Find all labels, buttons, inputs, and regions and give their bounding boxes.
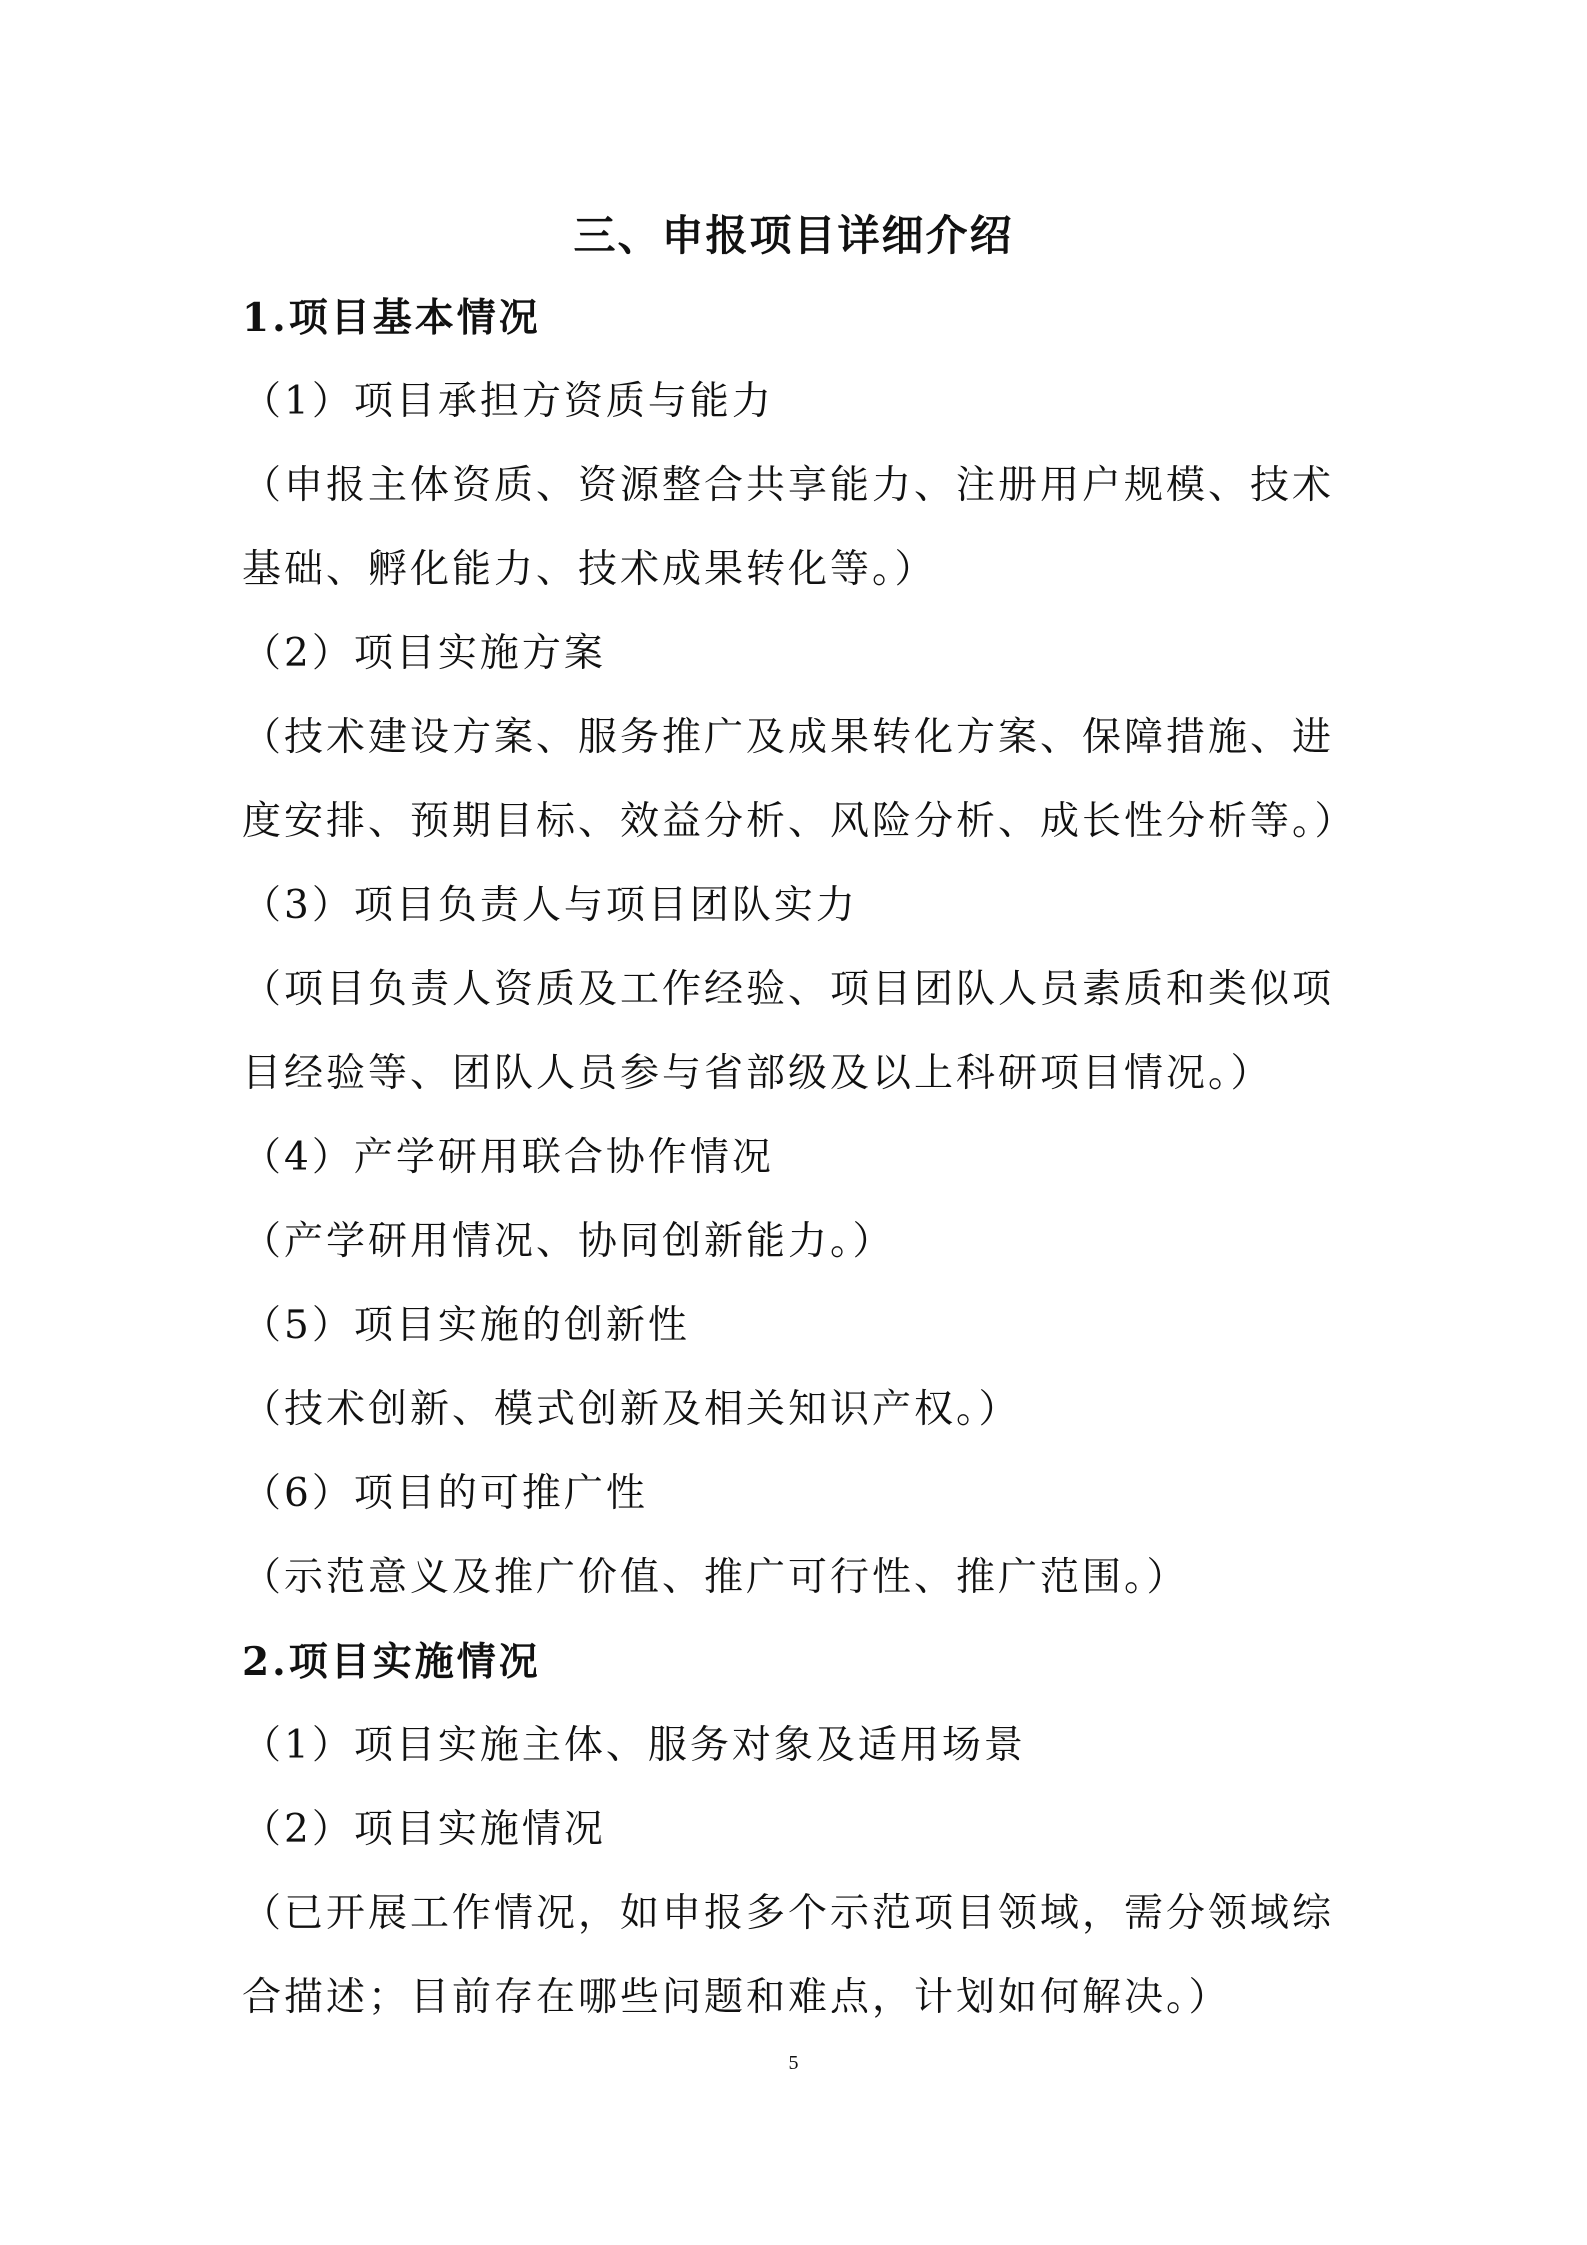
section-1-item-3-description-line-2: 目经验等、团队人员参与省部级及以上科研项目情况。）	[242, 1051, 1273, 1096]
section-1-item-3-description-line-1: （项目负责人资质及工作经验、项目团队人员素质和类似项	[242, 967, 1335, 1012]
page-title: 三、申报项目详细介绍	[573, 211, 1014, 260]
section-1-item-6-description: （示范意义及推广价值、推广可行性、推广范围。）	[242, 1555, 1189, 1600]
section-1-item-2-description-line-2: 度安排、预期目标、效益分析、风险分析、成长性分析等。）	[242, 799, 1357, 844]
section-1-item-1-description-line-2: 基础、孵化能力、技术成果转化等。）	[242, 547, 937, 592]
section-2-item-2-description-line-1: （已开展工作情况，如申报多个示范项目领域，需分领域综	[242, 1891, 1335, 1936]
section-2-item-2-label: （2）项目实施情况	[242, 1807, 606, 1852]
section-1-item-5-label: （5）项目实施的创新性	[242, 1303, 690, 1348]
section-1-item-2-description-line-1: （技术建设方案、服务推广及成果转化方案、保障措施、进	[242, 715, 1335, 760]
section-1-heading: 1.项目基本情况	[242, 295, 541, 341]
section-1-item-4-description: （产学研用情况、协同创新能力。）	[242, 1219, 895, 1264]
section-1-item-6-label: （6）项目的可推广性	[242, 1471, 648, 1516]
section-1-item-2-label: （2）项目实施方案	[242, 631, 606, 676]
section-2-heading: 2.项目实施情况	[242, 1639, 541, 1685]
section-1-item-1-label: （1）项目承担方资质与能力	[242, 379, 774, 424]
section-1-item-4-label: （4）产学研用联合协作情况	[242, 1135, 774, 1180]
section-1-item-5-description: （技术创新、模式创新及相关知识产权。）	[242, 1387, 1021, 1432]
section-1-item-3-label: （3）项目负责人与项目团队实力	[242, 883, 858, 928]
page-number: 5	[788, 2052, 799, 2074]
section-2-item-2-description-line-2: 合描述；目前存在哪些问题和难点，计划如何解决。）	[242, 1975, 1231, 2020]
section-2-item-1-label: （1）项目实施主体、服务对象及适用场景	[242, 1723, 1026, 1768]
section-1-item-1-description-line-1: （申报主体资质、资源整合共享能力、注册用户规模、技术	[242, 463, 1335, 508]
